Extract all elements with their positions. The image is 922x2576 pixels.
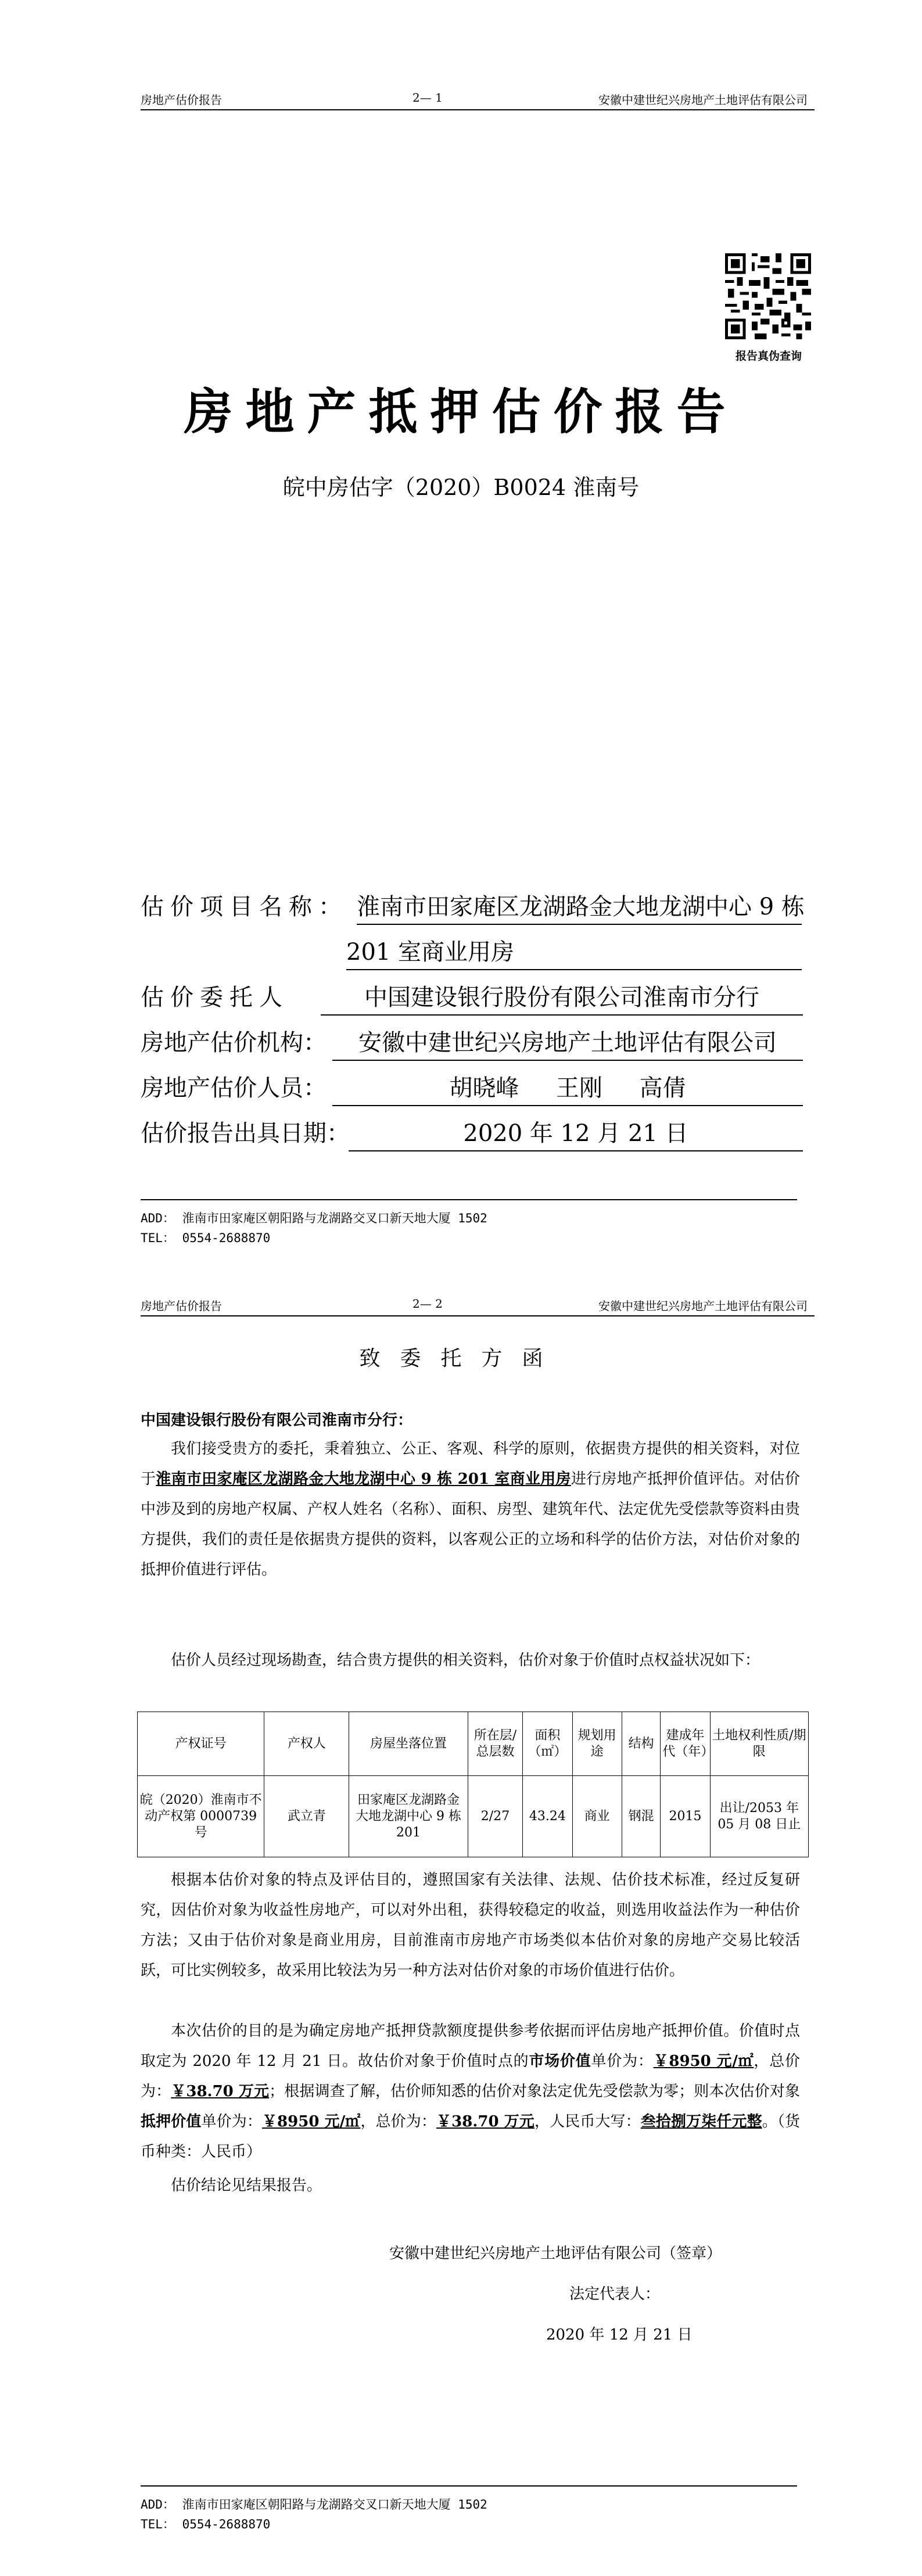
field-appraisers (141, 1074, 803, 1106)
field-project-name (141, 892, 803, 925)
property-rights-table (137, 1712, 809, 1857)
signature-representative: 法定代表人： (569, 2286, 661, 2303)
field-agency (141, 1028, 803, 1061)
header-page-number: 2— 2 (412, 1297, 443, 1311)
text-run: 单价为： (201, 2113, 262, 2130)
market-total-price: ￥38.70 万元 (171, 2083, 270, 2100)
field-value: 201 室商业用房 (346, 934, 802, 970)
table-cell: 钢混 (622, 1776, 661, 1857)
table-header-cell: 产权证号 (138, 1712, 264, 1776)
paragraph-entrustment (141, 1434, 800, 1585)
table-header-cell: 所在层/总层数 (468, 1712, 523, 1776)
mortgage-total-price: ￥38.70 万元 (436, 2113, 534, 2130)
table-cell: 皖（2020）淮南市不动产权第 0000739 号 (138, 1776, 264, 1857)
text-run: 。（货币种类：人民币） (141, 2113, 800, 2161)
market-value-label: 市场价值 (529, 2053, 591, 2070)
field-client (141, 983, 803, 1016)
field-label: 房地产估价人员： (141, 1075, 327, 1102)
paragraph-survey: 估价人员经过现场勘查，结合贵方提供的相关资料，估价对象于价值时点权益状况如下： (171, 1652, 760, 1669)
footer-tel: TEL： 0554-2688870 (141, 2517, 271, 2531)
table-header-cell: 结构 (622, 1712, 661, 1776)
footer-divider (141, 2485, 797, 2487)
paragraph-conclusion: 估价结论见结果报告。 (171, 2177, 322, 2194)
report-number: 皖中房估字（2020）B0024 淮南号 (282, 475, 640, 500)
footer-tel: TEL： 0554-2688870 (141, 1231, 271, 1245)
field-value: 中国建设银行股份有限公司淮南市分行 (321, 979, 803, 1016)
table-cell: 武立青 (264, 1776, 349, 1857)
letter-title: 致委托方函 (359, 1347, 563, 1370)
text-run: 进行房地产抵押价值评估。对估价中涉及到的房地产权属、产权人姓名（名称）、面积、房型、建筑年代、法定优先受偿款等资料由贵方提供，我们的责任是依据贵方提供的资料，以客观公正的立场和科学的估价方法，对估价对象的抵押价值进行评估。 (141, 1470, 800, 1578)
table-header-cell: 土地权利性质/期限 (710, 1712, 808, 1776)
letter-addressee: 中国建设银行股份有限公司淮南市分行： (141, 1412, 413, 1429)
page-header (141, 88, 815, 110)
field-value: 胡晓峰 王刚 高倩 (332, 1070, 803, 1106)
footer-address: ADD： 淮南市田家庵区朝阳路与龙湖路交叉口新天地大厦 1502 (141, 1211, 487, 1225)
field-label: 房地产估价机构： (141, 1029, 327, 1056)
market-unit-price: ￥8950 元/㎡ (653, 2053, 754, 2070)
text-run: ，总价为： (360, 2113, 437, 2130)
table-header-row (138, 1712, 809, 1776)
table-cell: 2015 (661, 1776, 710, 1857)
text-run: 单价为： (591, 2053, 654, 2070)
table-cell: 2/27 (468, 1776, 523, 1857)
field-value: 2020 年 12 月 21 日 (349, 1115, 803, 1151)
text-run: 我们接受贵方的委托，秉着独立、公正、客观、科学的原则，依据贵方提供的相关资料，对位于 (141, 1440, 800, 1488)
page-header (141, 1294, 815, 1316)
header-right: 安徽中建世纪兴房地产土地评估有限公司 (598, 1299, 808, 1313)
amount-in-words: 叁拾捌万柒仟元整 (640, 2113, 762, 2130)
text-run: ，人民币大写： (534, 2113, 641, 2130)
table-row (138, 1776, 809, 1857)
header-left: 房地产估价报告 (141, 1299, 222, 1313)
letter-to-client-page (0, 1289, 922, 2576)
field-project-name-cont (141, 938, 803, 970)
field-issue-date (141, 1119, 803, 1151)
table-header-cell: 建成年代（年） (661, 1712, 710, 1776)
page-footer (141, 1208, 487, 1248)
footer-address: ADD： 淮南市田家庵区朝阳路与龙湖路交叉口新天地大厦 1502 (141, 2498, 487, 2512)
field-label: 估价报告出具日期： (141, 1120, 350, 1147)
table-cell: 43.24 (523, 1776, 572, 1857)
field-label: 估价项目名称： (141, 894, 348, 920)
table-cell: 田家庵区龙湖路金大地龙湖中心 9 栋 201 (349, 1776, 468, 1857)
field-label: 估价委托人 (141, 984, 289, 1011)
table-cell: 商业 (572, 1776, 622, 1857)
mortgage-unit-price: ￥8950 元/㎡ (261, 2113, 361, 2130)
header-left: 房地产估价报告 (141, 93, 222, 107)
report-title: 房地产抵押估价报告 (184, 383, 738, 440)
field-value: 淮南市田家庵区龙湖路金大地龙湖中心 9 栋 (357, 888, 802, 925)
paragraph-methodology: 根据本估价对象的特点及评估目的，遵照国家有关法律、法规、估价技术标准，经过反复研究，因估价对象为收益性房地产，可以对外出租，获得较稳定的收益，则选用收益法作为一种估价方法；又由于估价对象是商业用房，目前淮南市房地产市场类似本估价对象的房地产交易比较活跃，可比实例较多，故采用比较法为另一种方法对估价对象的市场价值进行估价。 (141, 1871, 800, 1979)
table-header-cell: 产权人 (264, 1712, 349, 1776)
field-value: 安徽中建世纪兴房地产土地评估有限公司 (332, 1024, 803, 1061)
qr-caption: 报告真伪查询 (735, 350, 802, 363)
footer-divider (141, 1199, 797, 1200)
text-run: ，总价为： (141, 2053, 800, 2100)
property-address: 淮南市田家庵区龙湖路金大地龙湖中心 9 栋 201 室商业用房 (156, 1470, 571, 1488)
mortgage-value-label: 抵押价值 (141, 2113, 202, 2130)
qr-code-icon[interactable] (725, 253, 811, 339)
signature-company: 安徽中建世纪兴房地产土地评估有限公司（签章） (389, 2245, 722, 2262)
table-cell: 出让/2053 年 05 月 08 日止 (710, 1776, 808, 1857)
page-footer (141, 2495, 487, 2534)
text-run: ；根据调查了解，估价师知悉的估价对象法定优先受偿款为零；则本次估价对象 (269, 2083, 800, 2100)
paragraph-valuation-result (141, 2016, 800, 2167)
table-header-cell: 面积（㎡） (523, 1712, 572, 1776)
header-page-number: 2— 1 (412, 91, 443, 105)
table-header-cell: 房屋坐落位置 (349, 1712, 468, 1776)
header-right: 安徽中建世纪兴房地产土地评估有限公司 (598, 93, 808, 107)
text-run: 本次估价的目的是为确定房地产抵押贷款额度提供参考依据而评估房地产抵押价值。价值时点取定为 2020 年 12 月 21 日。故估价对象于价值时点的 (141, 2022, 800, 2070)
table-header-cell: 规划用途 (572, 1712, 622, 1776)
signature-date: 2020 年 12 月 21 日 (546, 2326, 693, 2344)
